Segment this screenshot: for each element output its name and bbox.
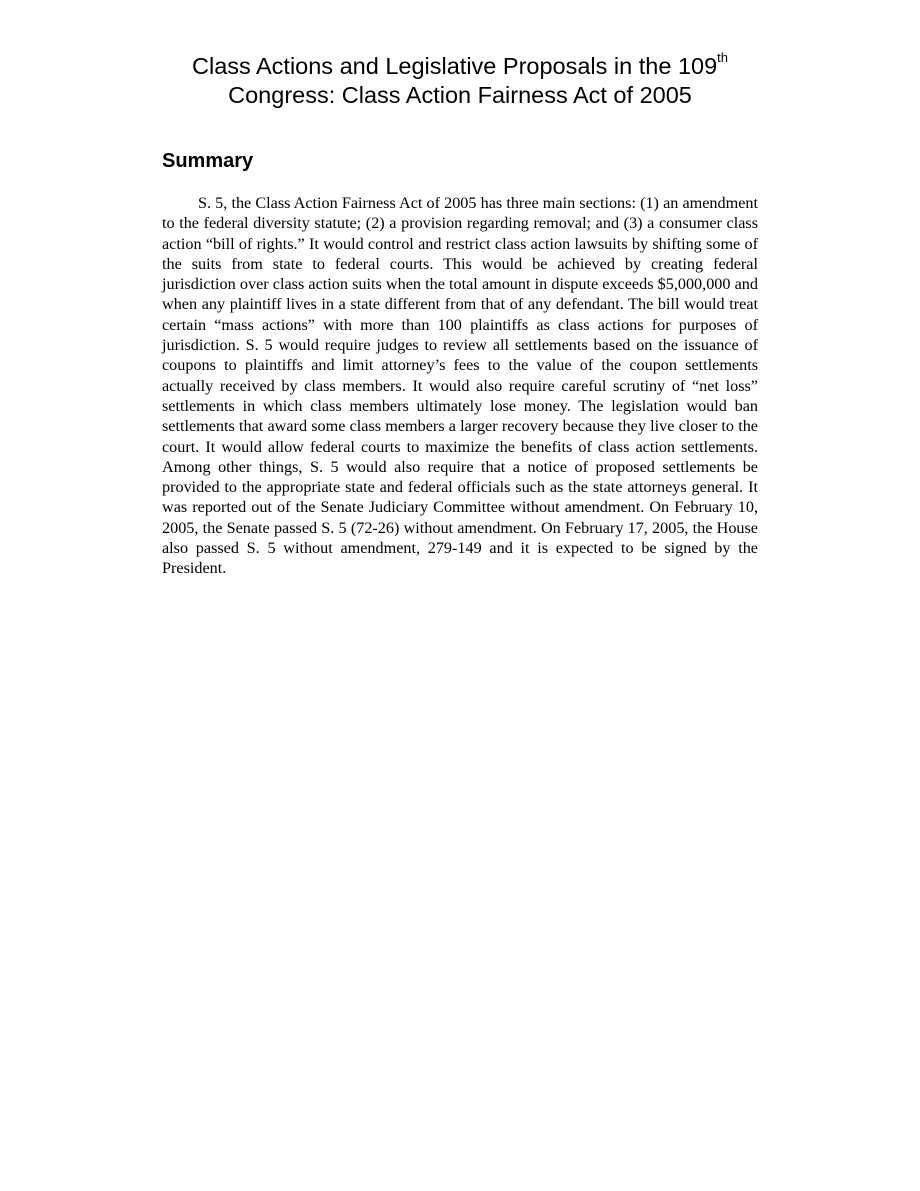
section-heading-summary: Summary <box>162 150 254 172</box>
title-superscript: th <box>717 50 728 66</box>
document-title <box>140 52 780 110</box>
summary-paragraph: S. 5, the Class Action Fairness Act of 2005 has three main sections: (1) an amendment to the federal diversity statute; (2) a provision regarding removal; and (3) a consumer class action “bill of rights.” It would control and restrict class action lawsuits by shifting some of the suits from state to federal courts. This would be achieved by creating federal jurisdiction over class action suits when the total amount in dispute exceeds $5,000,000 and when any plaintiff lives in a state different from that of any defendant. The bill would treat certain “mass actions” with more than 100 plaintiffs as class actions for purposes of jurisdiction. S. 5 would require judges to review all settlements based on the issuance of coupons to plaintiffs and limit attorney’s fees to the value of the coupon settlements actually received by class members. It would also require careful scrutiny of “net loss” settlements in which class members ultimately lose money. The legislation would ban settlements that award some class members a larger recovery because they live closer to the court. It would allow federal courts to maximize the benefits of class action settlements. Among other things, S. 5 would also require that a notice of proposed settlements be provided to the appropriate state and federal officials such as the state attorneys general. It was reported out of the Senate Judiciary Committee without amendment. On February 10, 2005, the Senate passed S. 5 (72-26) without amendment. On February 17, 2005, the House also passed S. 5 without amendment, 279-149 and it is expected to be signed by the President. <box>162 194 758 578</box>
title-line-1: Class Actions and Legislative Proposals in the 109 <box>192 53 718 79</box>
title-line-2: Congress: Class Action Fairness Act of 2005 <box>228 82 692 108</box>
